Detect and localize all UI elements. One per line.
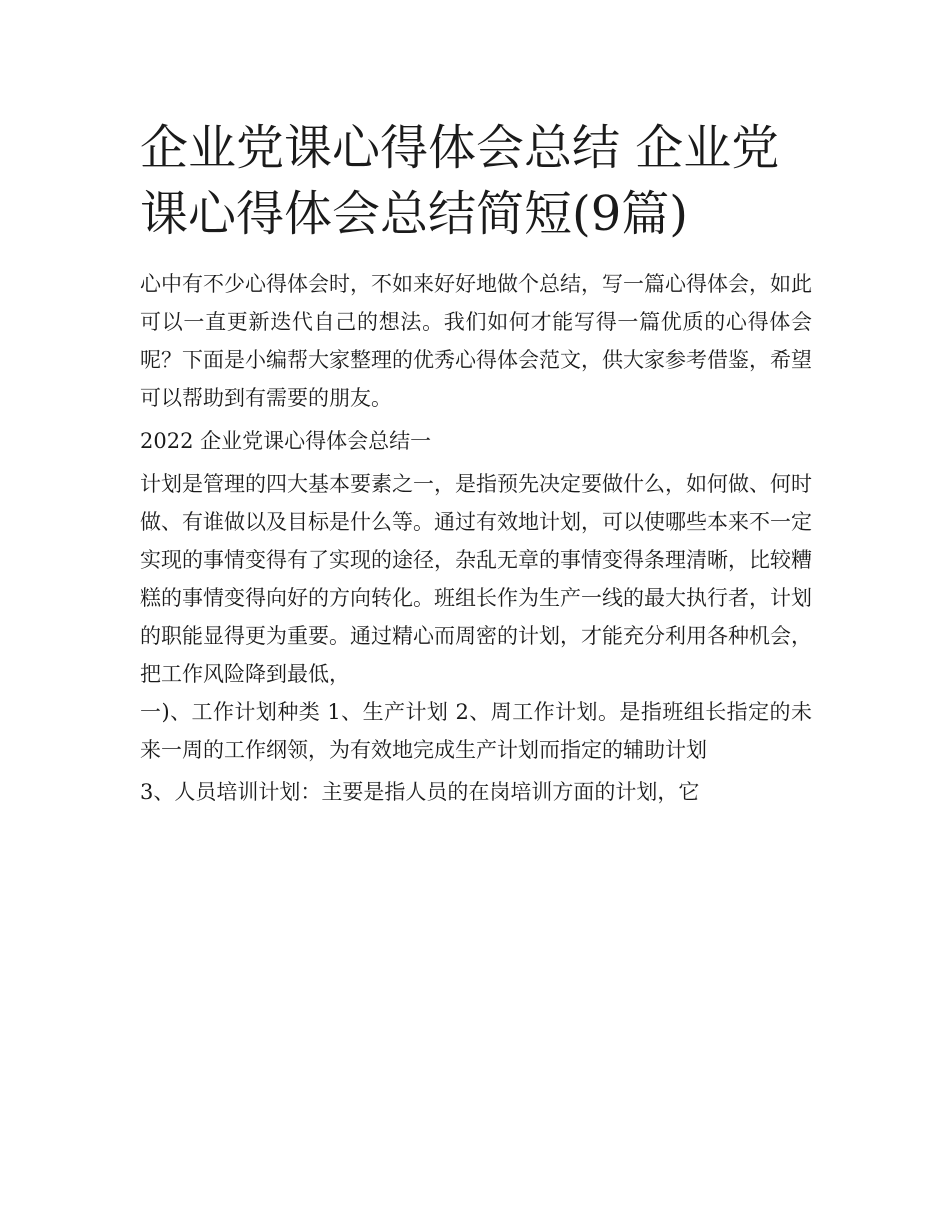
body-paragraph-3: 3、人员培训计划：主要是指人员的在岗培训方面的计划，它 (140, 780, 700, 804)
section-heading: 2022 企业党课心得体会总结一 (140, 429, 432, 453)
intro-paragraph: 心中有不少心得体会时，不如来好好地做个总结，写一篇心得体会，如此可以一直更新迭代自己的想法。我们如何才能写得一篇优质的心得体会呢？下面是小编帮大家整理的优秀心得体会范文，供大家参考借鉴，希望可以帮助到有需要的朋友。 (140, 272, 812, 410)
body-paragraph-1: 计划是管理的四大基本要素之一，是指预先决定要做什么，如何做、何时做、有谁做以及目标是什么等。通过有效地计划，可以使哪些本来不一定实现的事情变得有了实现的途径，杂乱无章的事情变得条理清晰，比较糟糕的事情变得向好的方向转化。班组长作为生产一线的最大执行者，计划的职能显得更为重要。通过精心而周密的计划，才能充分利用各种机会，把工作风险降到最低， (140, 472, 812, 686)
document-body (140, 115, 812, 811)
document-title: 企业党课心得体会总结 企业党课心得体会总结简短(9篇) (140, 120, 780, 242)
body-paragraph-2: 一)、工作计划种类 1、生产计划 2、周工作计划。是指班组长指定的未来一周的工作纲领，为有效地完成生产计划而指定的辅助计划 (140, 700, 812, 762)
